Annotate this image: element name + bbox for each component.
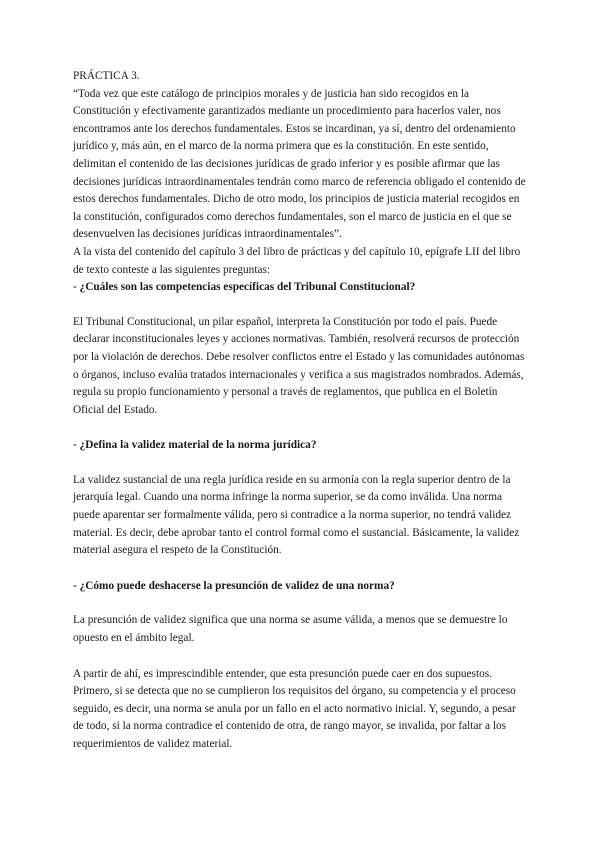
question-1: - ¿Cuáles son las competencias específicas del Tribunal Constitucional? xyxy=(73,281,416,294)
question-3: - ¿Cómo puede deshacerse la presunción de validez de una norma? xyxy=(73,579,395,592)
quote-paragraph: “Toda vez que este catálogo de principios morales y de justicia han sido recogidos en la Constitución y efectivamente garantizados mediante un procedimiento para hacerlos valer, nos encontramos ante los derechos fundamentales. Estos se incardinan, ya sí, dentro del ordenamiento jurídico y, más aún, en el marco de la norma primera que es la constitución. En este sentido, delimitan el contenido de las decisiones jurídicas de grado inferior y es posible afirmar que las decisiones jurídicas intraordinamentales tendrán como marco de referencia obligado el contenido de estos derechos fundamentales. Dicho de otro modo, los principios de justicia material recogidos en la constitución, configurados como derechos fundamentales, son el marco de justicia en el que se desenvuelven las decisiones jurídicas intraordinamentales”. xyxy=(73,87,526,241)
answer-3-part-2: A partir de ahí, es imprescindible entender, que esta presunción puede caer en dos supuestos. Primero, si se detecta que no se cumplieron los requisitos del órgano, su competencia y el proceso seguido, es decir, una norma se anula por un fallo en el acto normativo inicial. Y, segundo, a pesar de todo, si la norma contradice el contenido de otra, de rango mayor, se invalida, por faltar a los requerimientos de validez material. xyxy=(73,667,516,750)
answer-1: El Tribunal Constitucional, un pilar español, interpreta la Constitución por todo el país. Puede declarar inconstitucionales leyes y acciones normativas. También, resolverá recursos de protección por la violación de derechos. Debe resolver conflictos entre el Estado y las comunidades autónomas o órganos, incluso evalúa tratados internacionales y verifica a sus magistrados nombrados. Además, regula su propio funcionamiento y personal a través de reglamentos, que publica en el Boletín Oficial del Estado. xyxy=(73,315,525,416)
practice-title: PRÁCTICA 3. xyxy=(73,70,140,82)
answer-2: La validez sustancial de una regla jurídica reside en su armonía con la regla superior dentro de la jerarquía legal. Cuando una norma infringe la norma superior, se da como inválida. Una norma puede aparentar ser formalmente válida, pero si contradice a la norma superior, no tendrá validez material. Es decir, debe aprobar tanto el control formal como el sustancial. Básicamente, la validez material asegura el respeto de la Constitución. xyxy=(73,473,520,557)
spacer xyxy=(73,297,529,314)
spacer xyxy=(73,419,529,437)
answer-3-part-1: La presunción de validez significa que una norma se asume válida, a menos que se demuestre lo opuesto en el ámbito legal. xyxy=(73,614,508,645)
spacer xyxy=(73,595,529,612)
question-2: - ¿Defina la validez material de la norma jurídica? xyxy=(73,439,317,452)
spacer xyxy=(73,648,529,666)
document-body xyxy=(73,68,529,754)
instruction-paragraph: A la vista del contenido del capítulo 3 del libro de prácticas y del capítulo 10, epígrafe LII del libro de texto conteste a las siguientes preguntas: xyxy=(73,245,521,276)
spacer xyxy=(73,560,529,578)
spacer xyxy=(73,455,529,472)
